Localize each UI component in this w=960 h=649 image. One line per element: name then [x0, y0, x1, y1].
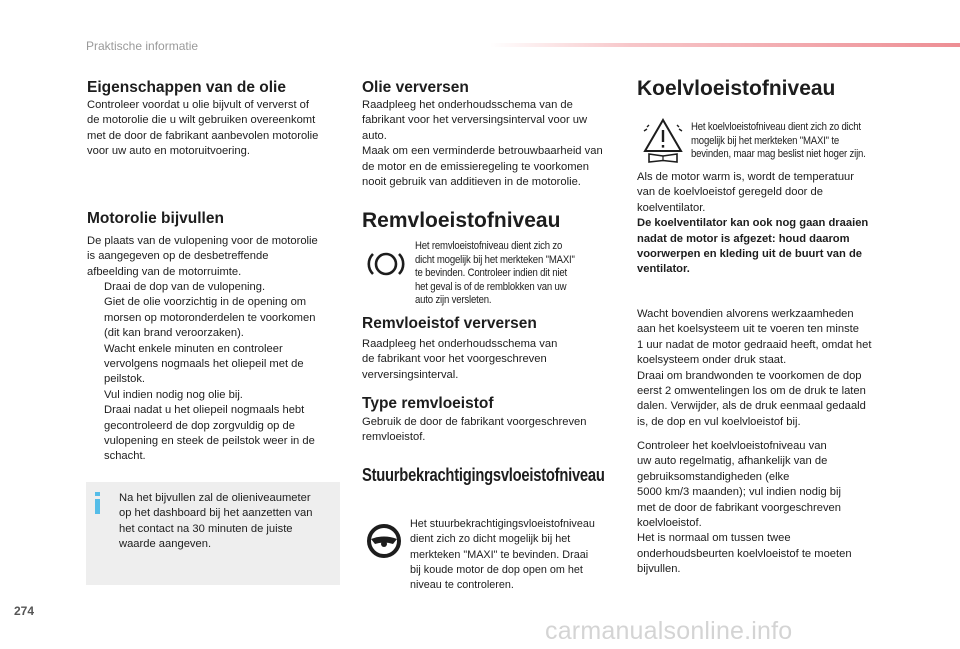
- list-item: Vul indien nodig nog olie bij.: [104, 388, 243, 401]
- col3-coolant-note: Het koelvloeistofniveau dient zich zo dicht mogelijk bij het merkteken "MAXI" te bevinden, maar mag beslist niet hoger zijn.: [691, 121, 866, 161]
- section-header: Praktische informatie: [86, 39, 199, 53]
- col1-topup-steps: [87, 280, 347, 465]
- warning-manual-icon: [641, 117, 685, 168]
- col2-brake-change-title: Remvloeistof verversen: [362, 315, 537, 332]
- col3-paragraph-2: Wacht bovendien alvorens werkzaamheden aan het koelsysteem uit te voeren ten minste 1 uur nadat de motor gedraaid heeft, omdat het koelsysteem onder druk staat. Draai om brandwonden te voorkomen de dop eerst 2 omwentelingen los om de druk te laten dalen. Verwijder, als de druk eenmaal gedaald is, de dop en vul koelvloeistof bij.: [637, 308, 872, 428]
- col2-steering-title: Stuurbekrachtigingsvloeistofniveau: [362, 465, 605, 485]
- info-icon: [95, 492, 100, 514]
- col3-paragraph-1: Als de motor warm is, wordt de temperatuur van de koelvloeistof geregeld door de koelventilator. De koelventilator kan ook nog gaan draaien nadat de motor is afgezet: houd daarom voorwerpen en kleding uit de buurt van de ventilator.: [637, 171, 869, 276]
- col2-oil-change-text: Raadpleeg het onderhoudsschema van de fabrikant voor het verversingsinterval voor uw auto. Maak om een verminderde betrouwbaarheid van de motor en de emissieregeling te voorkomen nooit gebruik van additieven in de motorolie.: [362, 99, 603, 189]
- col2-oil-change-title: Olie verversen: [362, 79, 469, 96]
- steering-wheel-icon: [365, 522, 403, 565]
- page-number: 274: [14, 604, 35, 618]
- list-item: Giet de olie voorzichtig in de opening om morsen op motoronderdelen te voorkomen (dit kan brand veroorzaken).: [104, 296, 316, 340]
- col2-brake-type-title: Type remvloeistof: [362, 395, 494, 412]
- col2-steering-note: Het stuurbekrachtigingsvloeistofniveau dient zich zo dicht mogelijk bij het merkteken "MAXI" te bevinden. Draai bij koude motor de dop open om het niveau te controleren.: [410, 518, 595, 592]
- col2-brake-change-text: Raadpleeg het onderhoudsschema van de fabrikant voor het voorgeschreven verversingsinterval.: [362, 338, 558, 381]
- watermark: carmanualsonline.info: [545, 617, 793, 645]
- list-item: Draai de dop van de vulopening.: [104, 281, 266, 293]
- col2-brake-note: Het remvloeistofniveau dient zich zo dicht mogelijk bij het merkteken "MAXI" te bevinden. Controleer indien dit niet het geval is of de remblokken van uw auto zijn versleten.: [415, 240, 575, 307]
- col3-coolant-title: Koelvloeistofniveau: [637, 77, 836, 100]
- list-item: Wacht enkele minuten en controleer vervolgens nogmaals het oliepeil met de peilstok.: [104, 342, 304, 386]
- list-item: Draai nadat u het oliepeil nogmaals hebt gecontroleerd de dop zorgvuldig op de vulopening en steek de peilstok weer in de schacht.: [104, 404, 315, 463]
- brake-warning-icon: [366, 249, 406, 284]
- col2-brake-type-text: Gebruik de door de fabrikant voorgeschreven remvloeistof.: [362, 416, 587, 444]
- col1-topup-intro: De plaats van de vulopening voor de motorolie is aangegeven op de desbetreffende afbeelding van de motorruimte.: [87, 235, 318, 278]
- col1-oil-properties-text: Controleer voordat u olie bijvult of ververst of de motorolie die u wilt gebruiken overeenkomt met de door de fabrikant aanbevolen motorolie voor uw auto en motoruitvoering.: [87, 99, 319, 158]
- col2-brake-level-title: Remvloeistofniveau: [362, 209, 561, 232]
- info-note-box: [86, 482, 340, 585]
- col1-topup-title: Motorolie bijvullen: [87, 210, 224, 227]
- col1-oil-properties-title: Eigenschappen van de olie: [87, 79, 286, 96]
- info-note-text: Na het bijvullen zal de olieniveaumeter op het dashboard bij het aanzetten van het contact na 30 minuten de juiste waarde aangeven.: [119, 492, 313, 551]
- header-accent-bar: [490, 43, 960, 47]
- col3-paragraph-3: Controleer het koelvloeistofniveau van uw auto regelmatig, afhankelijk van de gebruiksomstandigheden (elke 5000 km/3 maanden); vul indien nodig bij met de door de fabrikant voorgeschreven koelvloeistof. Het is normaal om tussen twee onderhoudsbeurten koelvloeistof te moeten bijvullen.: [637, 440, 852, 576]
